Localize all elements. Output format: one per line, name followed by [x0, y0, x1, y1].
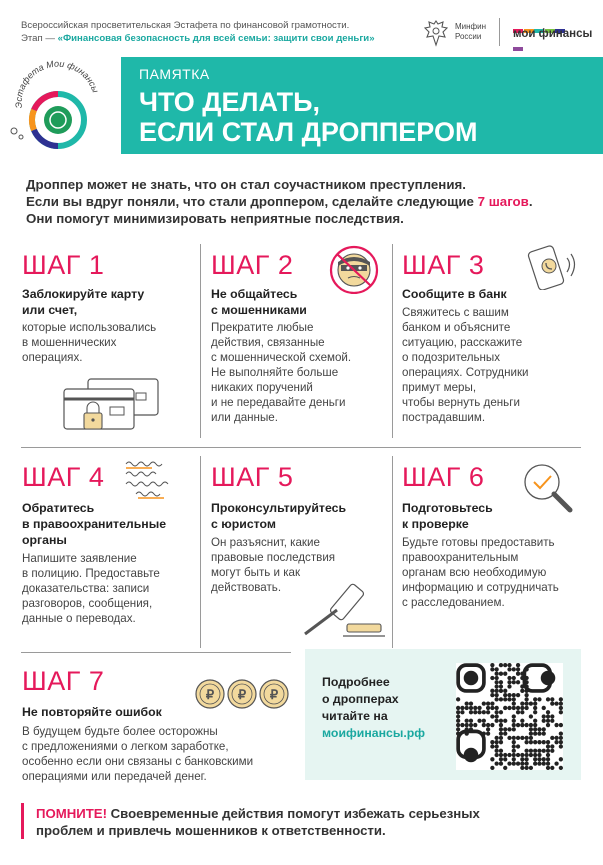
intro-line2 — [26, 193, 586, 210]
step-title-line: Сообщите в банк — [402, 287, 507, 301]
ruble-coins-icon — [194, 674, 290, 714]
phone-call-icon — [527, 242, 585, 290]
minfin-label-2: России — [455, 32, 482, 41]
step-title-line: органы — [22, 533, 67, 547]
step-text — [22, 724, 253, 784]
step-4 — [22, 462, 194, 642]
svg-text:₽: ₽ — [269, 687, 279, 702]
step-text-line: операциями или передачей денег. — [22, 770, 207, 783]
remember-text: Своевременные действия помогут избежать серьезных — [106, 806, 480, 821]
eagle-emblem-icon — [423, 18, 449, 48]
step-text-line: правоохранительным — [402, 551, 519, 564]
step-text — [22, 551, 160, 626]
step-7 — [22, 666, 292, 786]
step-text-line: или данные. — [211, 411, 278, 424]
step-text-line: доказательства: записи — [22, 582, 150, 595]
grid-divider — [200, 244, 201, 438]
step-text — [402, 305, 529, 425]
step-title-line: с юристом — [211, 517, 276, 531]
step-title — [211, 500, 346, 532]
step-number: ШАГ 5 — [211, 462, 294, 492]
step-title — [402, 500, 493, 532]
brand-name: мои финансы — [513, 28, 593, 40]
step-text-line: особенно если они связаны с банковскими — [22, 755, 254, 768]
step-2 — [211, 250, 386, 440]
step-text-line: которые использовались — [22, 321, 157, 334]
svg-text:₽: ₽ — [237, 687, 247, 702]
intro-line1: Дроппер может не знать, что он стал соучастником преступления. — [26, 177, 466, 192]
no-fraudster-icon — [327, 244, 383, 294]
step-number: ШАГ 7 — [22, 666, 105, 696]
grid-divider — [21, 447, 581, 448]
step-number: ШАГ 2 — [211, 250, 294, 280]
banner-kicker: ПАМЯТКА — [139, 66, 210, 82]
remember-accent-bar — [21, 803, 24, 839]
step-title-line: к проверке — [402, 517, 469, 531]
step-text-line: пострадавшим. — [402, 411, 486, 424]
step-number: ШАГ 1 — [22, 250, 105, 280]
website-link[interactable]: моифинансы.рф — [322, 726, 426, 740]
step-text-line: информацию и сотрудничать — [402, 581, 559, 594]
step-text-line: с предложениями о легком заработке, — [22, 740, 229, 753]
page-title-line1: ЧТО ДЕЛАТЬ, — [139, 87, 321, 117]
remember-line1 — [36, 805, 596, 822]
grid-divider — [392, 244, 393, 438]
top-header — [0, 0, 603, 58]
step-text-line: разговоров, сообщения, — [22, 597, 153, 610]
step-text-line: банком и объясните — [402, 321, 511, 334]
step-title-line: Обратитесь — [22, 501, 95, 515]
estafeta-logo-icon — [0, 58, 112, 154]
step-text — [22, 320, 156, 365]
step-text-line: действия, связанные — [211, 336, 325, 349]
step-text-line: Будьте готовы предоставить — [402, 536, 555, 549]
step-text-line: могут быть и как — [211, 566, 301, 579]
step-text-line: операциях. Сотрудники — [402, 366, 529, 379]
step-text-line: в полицию. Предоставьте — [22, 567, 160, 580]
more-info-box — [305, 649, 581, 780]
page-title — [139, 87, 477, 147]
step-text-line: В будущем будьте более осторожны — [22, 725, 218, 738]
step-text-line: примут меры, — [402, 381, 477, 394]
svg-text:₽: ₽ — [205, 687, 215, 702]
step-title-line: Не общайтесь — [211, 287, 298, 301]
intro-line3: Они помогут минимизировать неприятные последствия. — [26, 211, 404, 226]
info-line: читайте на — [322, 709, 388, 723]
step-title-line: Не повторяйте ошибок — [22, 705, 162, 719]
step-number: ШАГ 4 — [22, 462, 105, 492]
step-text-line: ситуацию, расскажите — [402, 336, 523, 349]
relay-title: Всероссийская просветительская Эстафета по финансовой грамотности. — [21, 20, 350, 31]
step-text-line: правовые последствия — [211, 551, 336, 564]
handwriting-icon — [122, 456, 186, 500]
intro-line2-suffix: . — [528, 194, 533, 209]
minfin-label — [455, 22, 495, 42]
step-text-line: органам всю необходимую — [402, 566, 547, 579]
step-title-line: Заблокируйте карту — [22, 287, 145, 301]
logo-arc-text: Эстафета Мои финансы — [13, 58, 101, 109]
step-3 — [402, 250, 587, 440]
svg-text:Эстафета Мои финансы — [14, 59, 101, 109]
step-title — [22, 500, 166, 548]
intro-steps-count: 7 шагов — [477, 194, 529, 209]
page-title-line2: ЕСЛИ СТАЛ ДРОППЕРОМ — [139, 117, 478, 147]
step-title-line: Проконсультируйтесь — [211, 501, 347, 515]
step-text-line: с расследованием. — [402, 596, 505, 609]
step-text-line: и не передавайте деньги — [211, 396, 346, 409]
remember-note — [36, 805, 596, 839]
step-title — [22, 704, 162, 720]
header-divider — [499, 18, 500, 46]
remember-line2: проблем и привлечь мошенников к ответственности. — [36, 823, 386, 838]
step-1 — [22, 250, 194, 440]
step-title — [402, 286, 507, 302]
step-text — [211, 320, 351, 425]
moi-finansy-logo — [513, 20, 593, 44]
step-text-line: Напишите заявление — [22, 552, 137, 565]
stage-prefix: Этап — — [21, 33, 58, 44]
remember-label: ПОМНИТЕ! — [36, 806, 107, 821]
magnifier-check-icon — [518, 458, 578, 518]
step-text-line: Прекратите любые — [211, 321, 314, 334]
relay-stage — [21, 33, 375, 44]
title-banner — [121, 57, 603, 154]
info-line: о дропперах — [322, 692, 399, 706]
step-title-line: с мошенниками — [211, 303, 307, 317]
step-5 — [211, 462, 386, 642]
step-title-line: Подготовьтесь — [402, 501, 493, 515]
info-line: Подробнее — [322, 675, 390, 689]
step-text — [402, 535, 559, 610]
gavel-icon — [299, 580, 385, 640]
step-text-line: в мошеннических — [22, 336, 117, 349]
step-text-line: чтобы вернуть деньги — [402, 396, 520, 409]
step-title — [211, 286, 307, 318]
card-lock-icon — [62, 375, 160, 435]
intro-text — [26, 176, 586, 227]
step-text-line: Не выполняйте больше — [211, 366, 339, 379]
brand-color-bars — [513, 20, 576, 24]
more-info-text — [322, 674, 452, 742]
qr-code-icon[interactable] — [456, 663, 563, 770]
stage-name: «Финансовая безопасность для всей семьи: защити свои деньги» — [57, 33, 375, 44]
grid-divider — [21, 652, 291, 653]
step-text-line: данные о переводах. — [22, 612, 136, 625]
step-title — [22, 286, 144, 318]
step-number: ШАГ 3 — [402, 250, 485, 280]
grid-divider — [392, 456, 393, 648]
step-text-line: Он разъяснит, какие — [211, 536, 320, 549]
step-text-line: Свяжитесь с вашим — [402, 306, 509, 319]
grid-divider — [200, 456, 201, 648]
minfin-label-1: Минфин — [455, 22, 487, 31]
step-6 — [402, 462, 587, 642]
step-text-line: с мошеннической схемой. — [211, 351, 352, 364]
step-text-line: о подозрительных — [402, 351, 501, 364]
step-text-line: операциях. — [22, 351, 83, 364]
step-number: ШАГ 6 — [402, 462, 485, 492]
step-title-line: в правоохранительные — [22, 517, 167, 531]
step-text-line: никаких поручений — [211, 381, 313, 394]
intro-line2-prefix: Если вы вдруг поняли, что стали дроппером, сделайте следующие — [26, 194, 478, 209]
step-title-line: или счет, — [22, 303, 78, 317]
step-text-line: действовать. — [211, 581, 282, 594]
